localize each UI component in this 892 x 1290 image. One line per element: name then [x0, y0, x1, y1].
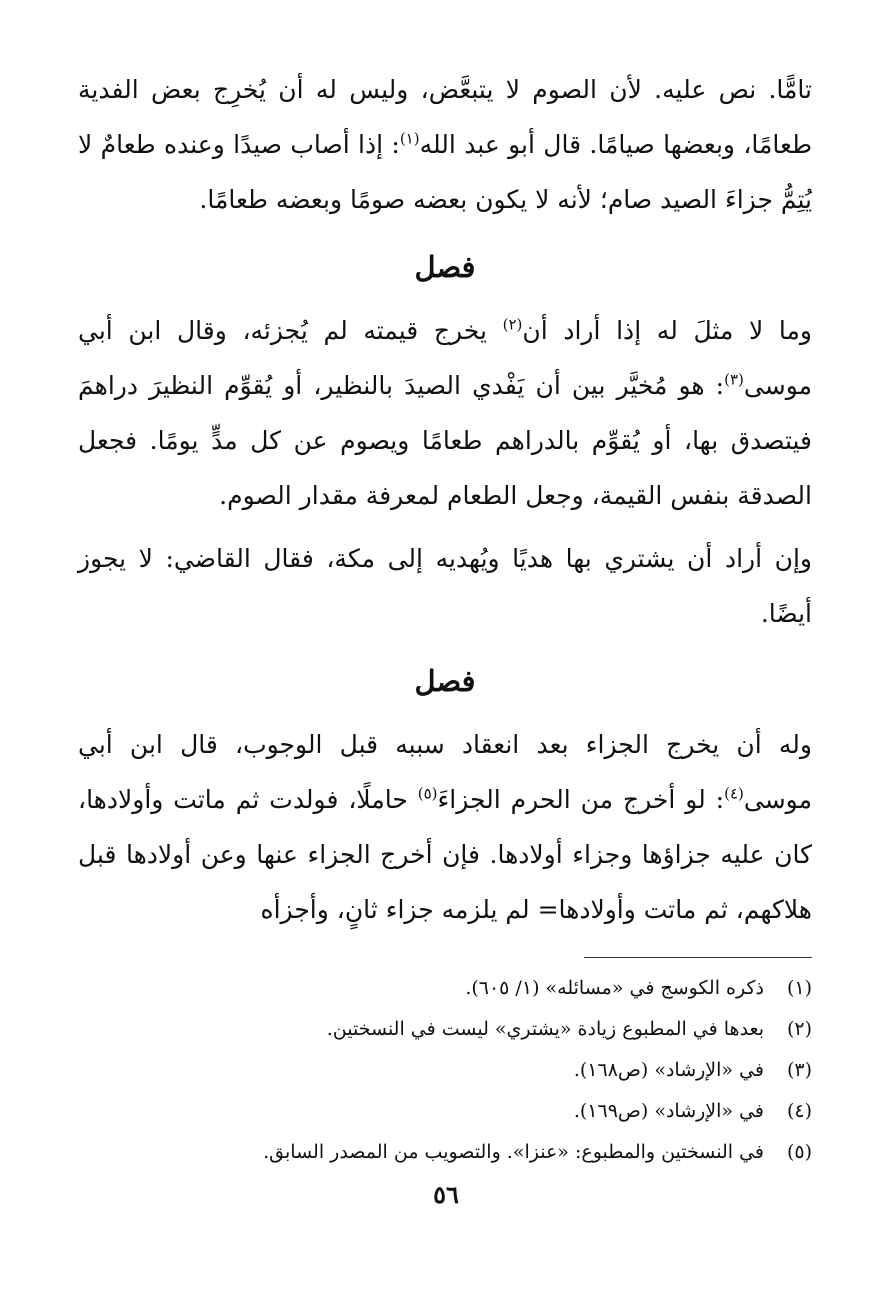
footnote-5-text: في النسختين والمطبوع: «عنزا». والتصويب من المصدر السابق.	[263, 1141, 764, 1163]
footnote-1-text: ذكره الكوسج في «مسائله» (١/ ٦٠٥).	[465, 977, 764, 999]
paragraph-4-text-1: وله أن يخرج الجزاء بعد انعقاد سببه قبل الوجوب، قال ابن أبي موسى	[78, 730, 812, 814]
footnote-4-number: (٤)	[786, 1100, 812, 1122]
paragraph-4-text-2: : لو أخرج من الحرم الجزاءَ	[437, 785, 725, 814]
footnote-1-number: (١)	[786, 977, 812, 999]
footnote-3-text: في «الإرشاد» (ص١٦٨).	[573, 1059, 764, 1081]
footnote-ref-1[interactable]: (١)	[399, 129, 420, 148]
footnote-2-number: (٢)	[786, 1018, 812, 1040]
footnote-1	[78, 968, 812, 1009]
footnotes	[78, 968, 812, 1173]
footnote-3	[78, 1050, 812, 1091]
paragraph-3: وإن أراد أن يشتري بها هديًا ويُهديه إلى مكة، فقال القاضي: لا يجوز أيضًا.	[78, 544, 812, 628]
footnote-4	[78, 1091, 812, 1132]
paragraph-2-text-3: : هو مُخيَّر بين أن يَفْدي الصيدَ بالنظير، أو يُقوِّم النظيرَ دراهمَ فيتصدق بها، أو يُقوِّم بالدراهم طعامًا ويصوم عن كل مدٍّ يومًا. فجعل الصدقة بنفس القيمة، وجعل الطعام لمعرفة مقدار الصوم.	[78, 371, 812, 510]
footnote-2-text: بعدها في المطبوع زيادة «يشتري» ليست في النسختين.	[326, 1018, 764, 1040]
footnote-ref-4[interactable]: (٤)	[724, 784, 744, 803]
paragraph-1-text-2: : إذا أصاب صيدًا وعنده طعامٌ لا يُتِمُّ جزاءَ الصيد صام؛ لأنه لا يكون بعضه صومًا وبعضه طعامًا.	[78, 130, 812, 214]
paragraph-1	[78, 62, 812, 227]
footnote-ref-2[interactable]: (٢)	[502, 315, 523, 334]
paragraph-2-text-1: وما لا مثلَ له إذا أراد أن	[522, 316, 813, 345]
page-body	[78, 62, 812, 937]
footnote-5-number: (٥)	[786, 1141, 812, 1163]
section-heading-1: فصل	[414, 250, 476, 284]
paragraph-4-text-3: حاملًا، فولدت ثم ماتت وأولادها، كان عليه جزاؤها وجزاء أولادها. فإن أخرج الجزاء عنها وعن أولادها قبل هلاكهم، ثم ماتت وأولادها= لم يلزمه جزاء ثانٍ، وأجزأه	[78, 785, 812, 924]
footnote-ref-5[interactable]: (٥)	[417, 784, 438, 803]
footnote-2	[78, 1009, 812, 1050]
section-heading-2: فصل	[414, 664, 476, 698]
footnote-ref-3[interactable]: (٣)	[724, 370, 744, 389]
paragraph-1-text-1: تامًّا. نص عليه. لأن الصوم لا يتبعَّض، وليس له أن يُخرِج بعض الفدية طعامًا، وبعضها صيامًا. قال أبو عبد الله	[78, 75, 812, 159]
page-number: ٥٦	[433, 1180, 459, 1209]
footnote-4-text: في «الإرشاد» (ص١٦٩).	[573, 1100, 764, 1122]
footnote-divider	[584, 957, 812, 958]
paragraph-2-text-2: يخرج قيمته لم يُجزئه، وقال ابن أبي موسى	[78, 316, 812, 400]
paragraph-2	[78, 303, 812, 523]
paragraph-4	[78, 717, 812, 937]
footnote-5	[78, 1132, 812, 1173]
footnote-3-number: (٣)	[786, 1059, 812, 1081]
